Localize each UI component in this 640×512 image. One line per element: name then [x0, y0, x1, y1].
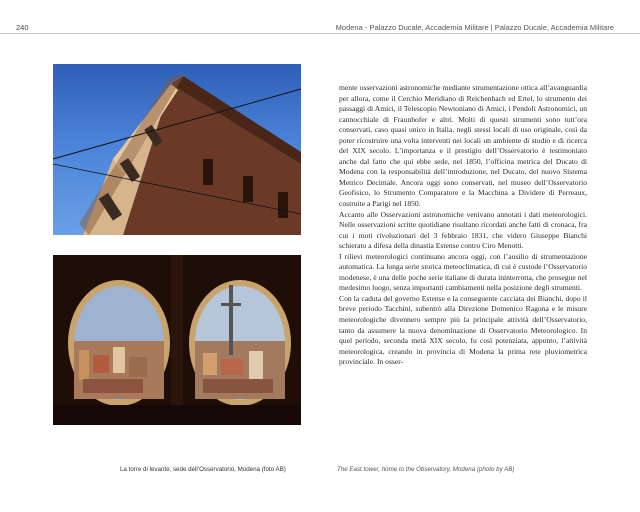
- window-city-view-photo: [53, 255, 301, 425]
- tower-facade-illustration: [53, 64, 301, 235]
- window-city-illustration: [53, 255, 301, 425]
- photo-caption-english: The East tower, home to the Observatory, Modena (photo by AB): [337, 466, 515, 473]
- running-header: Modena - Palazzo Ducale, Accademia Militare | Palazzo Ducale, Accademia Militare: [335, 23, 614, 32]
- page-number: 240: [16, 23, 29, 32]
- body-paragraph: mente osservazioni astronomiche mediante strumentazione ottica all’avanguardia per allora, come il Cerchio Meridiano di Reichenbach ed Ertel, lo strumento dei passaggi di Amici, il Telescopio Newtoniano di Amici, i Pendoli Astronomici, un cannocchiale di Fraunhofer e altri. Molti di questi strumenti sono tutt’ora conservati, caso quasi unico in Italia, negli stessi locali di uso originale, così da poter ricostruire una volta interventi nei locali un ambiente di studio e di ricerca del XIX secolo. L’importanza e il prestigio dell’Osservatorio è testimoniato anche dal fatto che qui ebbe sede, nel 1850, l’officina metrica del Ducato di Modena con la responsabilità dell’introduzione, nel Ducato, del nuovo Sistema Metrico Decimale. Ancora oggi sono conservati, nel museo dell’Osservatorio Geofisico, lo Strumento Comparatore e la Macchina a Dividere di Perreaux, costruite a Parigi nel 1850.: [339, 83, 587, 209]
- photo-caption-italian: La torre di levante, sede dell’Osservatorio, Modena (foto AB): [120, 466, 286, 473]
- body-paragraph: I rilievi meteorologici continuano ancora oggi, con l’ausilio di strumentazione automatica. La lunga serie storica meteoclimatica, di cui è custode l’Osservatorio modenese, è una delle poche serie italiane di durata ininterrotta, che prosegue nel medesimo luogo, senza importanti cambiamenti nella posizione degli strumenti.: [339, 251, 587, 293]
- body-paragraph: Con la caduta del governo Estense e la conseguente cacciata dei Bianchi, dopo il breve periodo Tacchini, subentrò alla Direzione Domenico Ragona e le misure meteorologiche divennero sempre più la principale attività dell’Osservatorio, tanto da assumere la nuova denominazione di Osservatorio Meteorologico. In quel periodo, seconda metà XIX secolo, fu così potenziata, appunto, l’attività meteorologica, creando in provincia di Modena la prima rete pluviometrica provinciale. In osser-: [339, 293, 587, 367]
- tower-facade-photo: [53, 64, 301, 235]
- body-paragraph: Accanto alle Osservazioni astronomiche venivano annotati i dati meteorologici. Nelle osservazioni scritte quotidiane risultano ricordati anche fatti di cronaca, fra cui i moti rivoluzionari del 3 febbraio 1831, che videro Giuseppe Bianchi schierato a difesa della dinastia Estense contro Ciro Menotti.: [339, 209, 587, 251]
- body-text: [339, 83, 587, 368]
- header-rule: [0, 33, 640, 34]
